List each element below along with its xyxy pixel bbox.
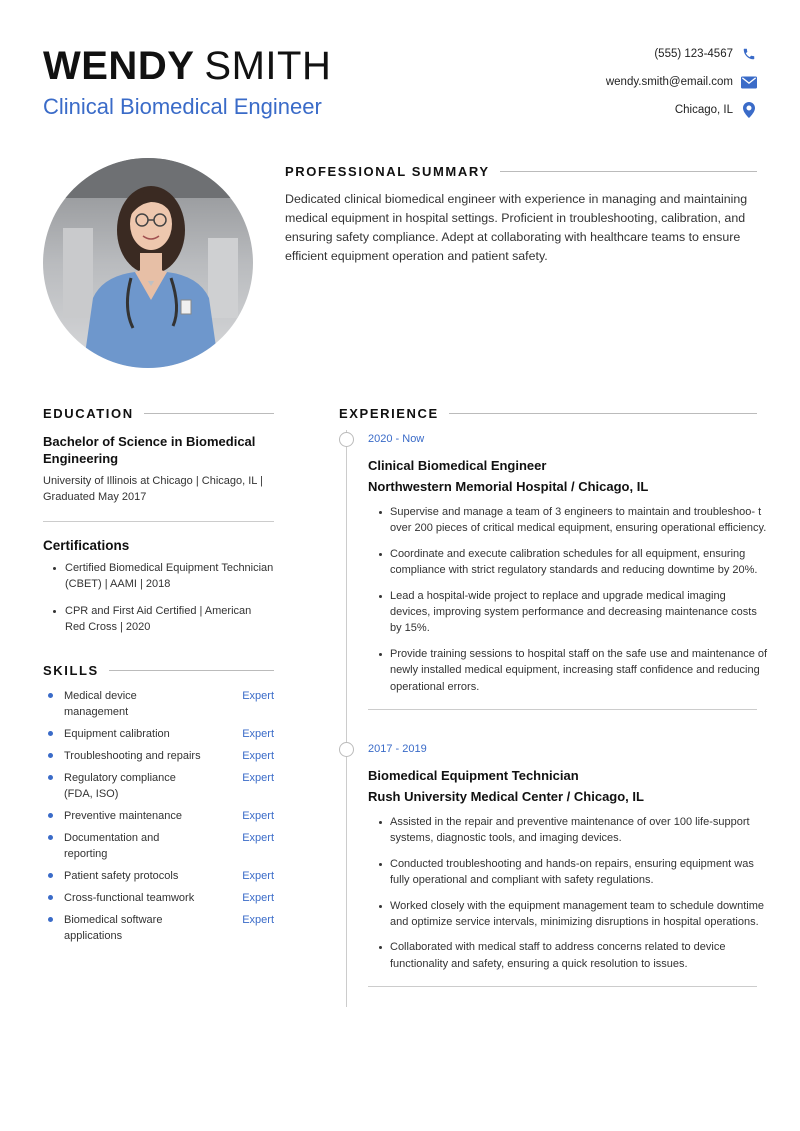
skill-level: Expert bbox=[242, 728, 274, 740]
certifications-title: Certifications bbox=[43, 538, 130, 553]
skill-name: Documentation and reporting bbox=[43, 830, 203, 862]
email-text: wendy.smith@email.com bbox=[605, 76, 733, 88]
skill-item bbox=[43, 912, 274, 944]
skill-name: Troubleshooting and repairs bbox=[43, 748, 203, 764]
education-heading bbox=[43, 406, 274, 421]
job-separator bbox=[368, 709, 757, 710]
experience-divider bbox=[449, 413, 757, 414]
phone-icon bbox=[741, 46, 757, 62]
job-company: Rush University Medical Center / Chicago, IL bbox=[368, 789, 644, 804]
left-column bbox=[43, 406, 274, 950]
job-bullet: Lead a hospital-wide project to replace and upgrade medical imaging devices, improving system performance and decreasing maintenance costs by 15%. bbox=[379, 588, 769, 637]
skills-heading bbox=[43, 663, 274, 678]
job-bullet: Worked closely with the equipment management team to schedule downtime and optimize service intervals, minimizing disruptions in hospital operations. bbox=[379, 898, 769, 931]
education-title: EDUCATION bbox=[43, 406, 134, 421]
experience-heading bbox=[339, 406, 757, 421]
timeline-dot bbox=[339, 432, 354, 447]
skill-item bbox=[43, 890, 274, 906]
location-pin-icon bbox=[741, 102, 757, 118]
job-bullets bbox=[368, 504, 769, 695]
skill-item bbox=[43, 808, 274, 824]
skill-level: Expert bbox=[242, 914, 274, 926]
certifications-list bbox=[43, 560, 274, 635]
job-dates: 2020 - Now bbox=[368, 433, 425, 445]
contact-phone[interactable] bbox=[606, 40, 757, 68]
skill-name: Biomedical software applications bbox=[43, 912, 203, 944]
skill-item bbox=[43, 770, 274, 802]
location-text: Chicago, IL bbox=[674, 104, 733, 116]
skills-divider bbox=[109, 670, 274, 671]
skill-level: Expert bbox=[242, 750, 274, 762]
skill-level: Expert bbox=[242, 892, 274, 904]
job-bullet: Conducted troubleshooting and hands-on repairs, ensuring equipment was fully operational and compliant with safety regulations. bbox=[379, 856, 769, 889]
job-bullet: Provide training sessions to hospital staff on the safe use and maintenance of newly installed medical equipment, increasing staff confidence and reducing operational errors. bbox=[379, 646, 769, 695]
skill-level: Expert bbox=[242, 870, 274, 882]
job-dates: 2017 - 2019 bbox=[368, 743, 427, 755]
skills-title: SKILLS bbox=[43, 663, 99, 678]
job-bullet: Collaborated with medical staff to address concerns related to device functionality and safety, ensuring a quick resolution to issues. bbox=[379, 939, 769, 972]
experience-section bbox=[339, 406, 757, 421]
candidate-name bbox=[43, 44, 331, 88]
skill-item bbox=[43, 868, 274, 884]
last-name: SMITH bbox=[204, 44, 332, 88]
phone-text: (555) 123-4567 bbox=[654, 48, 733, 60]
skill-name: Preventive maintenance bbox=[43, 808, 203, 824]
skill-name: Regulatory compliance (FDA, ISO) bbox=[43, 770, 203, 802]
experience-entry bbox=[339, 432, 769, 710]
experience-title: EXPERIENCE bbox=[339, 406, 439, 421]
professional-summary bbox=[285, 164, 757, 266]
skill-level: Expert bbox=[242, 772, 274, 784]
job-title: Clinical Biomedical Engineer bbox=[43, 94, 322, 119]
skill-name: Cross-functional teamwork bbox=[43, 890, 203, 906]
skill-name: Patient safety protocols bbox=[43, 868, 203, 884]
job-bullet: Assisted in the repair and preventive maintenance of over 100 life-support systems, diagnostic tools, and imaging devices. bbox=[379, 814, 769, 847]
education-divider bbox=[144, 413, 274, 414]
summary-title: PROFESSIONAL SUMMARY bbox=[285, 164, 490, 179]
skills-list bbox=[43, 688, 274, 944]
first-name: WENDY bbox=[43, 44, 195, 88]
certification-item: Certified Biomedical Equipment Technician (CBET) | AAMI | 2018 bbox=[53, 560, 274, 592]
profile-photo bbox=[43, 158, 253, 368]
contact-email[interactable] bbox=[606, 68, 757, 96]
job-position: Clinical Biomedical Engineer bbox=[368, 458, 547, 473]
skill-level: Expert bbox=[242, 810, 274, 822]
summary-divider bbox=[500, 171, 757, 172]
job-company: Northwestern Memorial Hospital / Chicago, IL bbox=[368, 479, 649, 494]
education-details: University of Illinois at Chicago | Chicago, IL | Graduated May 2017 bbox=[43, 475, 263, 503]
education-separator bbox=[43, 521, 274, 522]
job-bullet: Coordinate and execute calibration schedules for all equipment, ensuring compliance with strict regulatory standards and reducing downtime by 20%. bbox=[379, 546, 769, 579]
job-bullets bbox=[368, 814, 769, 972]
skill-item bbox=[43, 830, 274, 862]
skill-name: Equipment calibration bbox=[43, 726, 203, 742]
email-icon bbox=[741, 74, 757, 90]
timeline-dot bbox=[339, 742, 354, 757]
summary-text: Dedicated clinical biomedical engineer with experience in managing and maintaining medical equipment in hospital settings. Proficient in troubleshooting, calibration, and ensuring safety compliance. Adept at collaborating with healthcare teams to ensure efficient equipment operation and patient safety. bbox=[285, 192, 748, 263]
job-position: Biomedical Equipment Technician bbox=[368, 768, 579, 783]
skill-item bbox=[43, 726, 274, 742]
skill-level: Expert bbox=[242, 690, 274, 702]
skill-item bbox=[43, 748, 274, 764]
summary-heading bbox=[285, 164, 757, 179]
experience-entry bbox=[339, 742, 769, 987]
certification-item: CPR and First Aid Certified | American Red Cross | 2020 bbox=[53, 603, 274, 635]
job-bullet: Supervise and manage a team of 3 engineers to maintain and troubleshoo- t over 200 pieces of critical medical equipment, ensuring operational efficiency. bbox=[379, 504, 769, 537]
contact-location bbox=[606, 96, 757, 124]
education-degree: Bachelor of Science in Biomedical Engineering bbox=[43, 434, 256, 466]
skill-name: Medical device management bbox=[43, 688, 203, 720]
skill-item bbox=[43, 688, 274, 720]
job-separator bbox=[368, 986, 757, 987]
skill-level: Expert bbox=[242, 832, 274, 844]
contact-info bbox=[606, 40, 757, 124]
